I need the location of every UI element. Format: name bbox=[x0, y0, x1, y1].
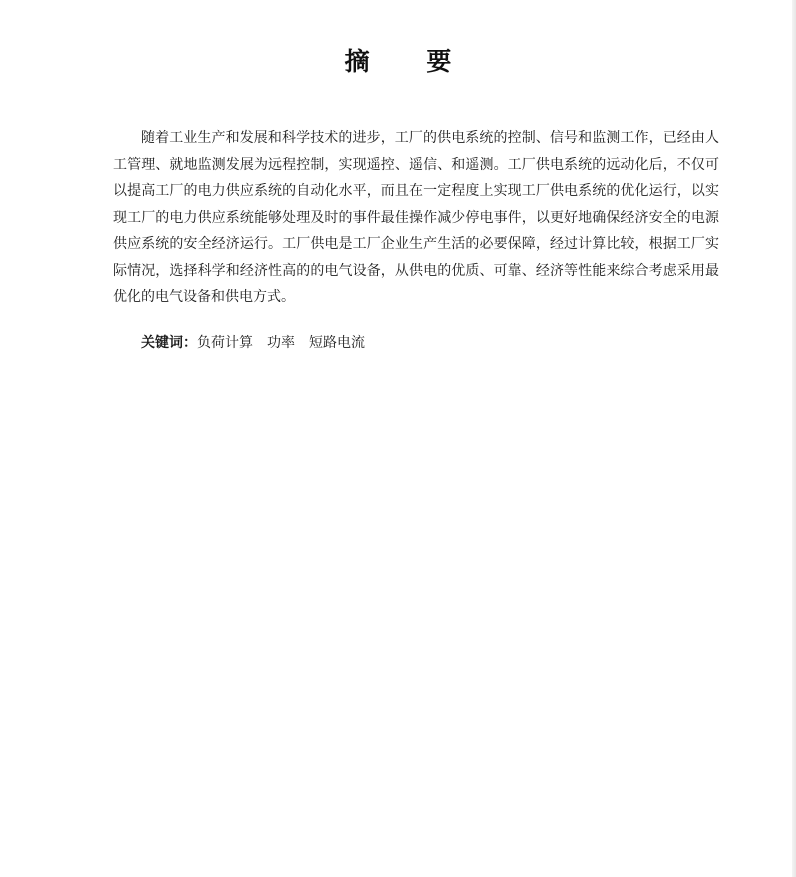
keyword-item: 短路电流 bbox=[309, 335, 365, 351]
page-title: 摘 要 bbox=[344, 47, 476, 76]
abstract-paragraph: 随着工业生产和发展和科学技术的进步，工厂的供电系统的控制、信号和监测工作，已经由人工管理、就地监测发展为远程控制，实现遥控、遥信、和遥测。工厂供电系统的远动化后，不仅可以提高工厂的电力供应系统的自动化水平，而且在一定程度上实现工厂供电系统的优化运行，以实现工厂的电力供应系统能够处理及时的事件最佳操作减少停电事件，以更好地确保经济安全的电源供应系统的安全经济运行。工厂供电是工厂企业生产生活的必要保障，经过计算比较，根据工厂实际情况，选择科学和经济性高的的电气设备，从供电的优质、可靠、经济等性能来综合考虑采用最优化的电气设备和供电方式。 bbox=[113, 130, 719, 305]
keywords-line bbox=[141, 331, 379, 355]
keyword-item: 负荷计算 bbox=[197, 335, 253, 351]
keyword-item: 功率 bbox=[267, 335, 295, 351]
keywords-label: 关键词： bbox=[141, 335, 197, 351]
page-edge-shadow bbox=[792, 0, 796, 877]
